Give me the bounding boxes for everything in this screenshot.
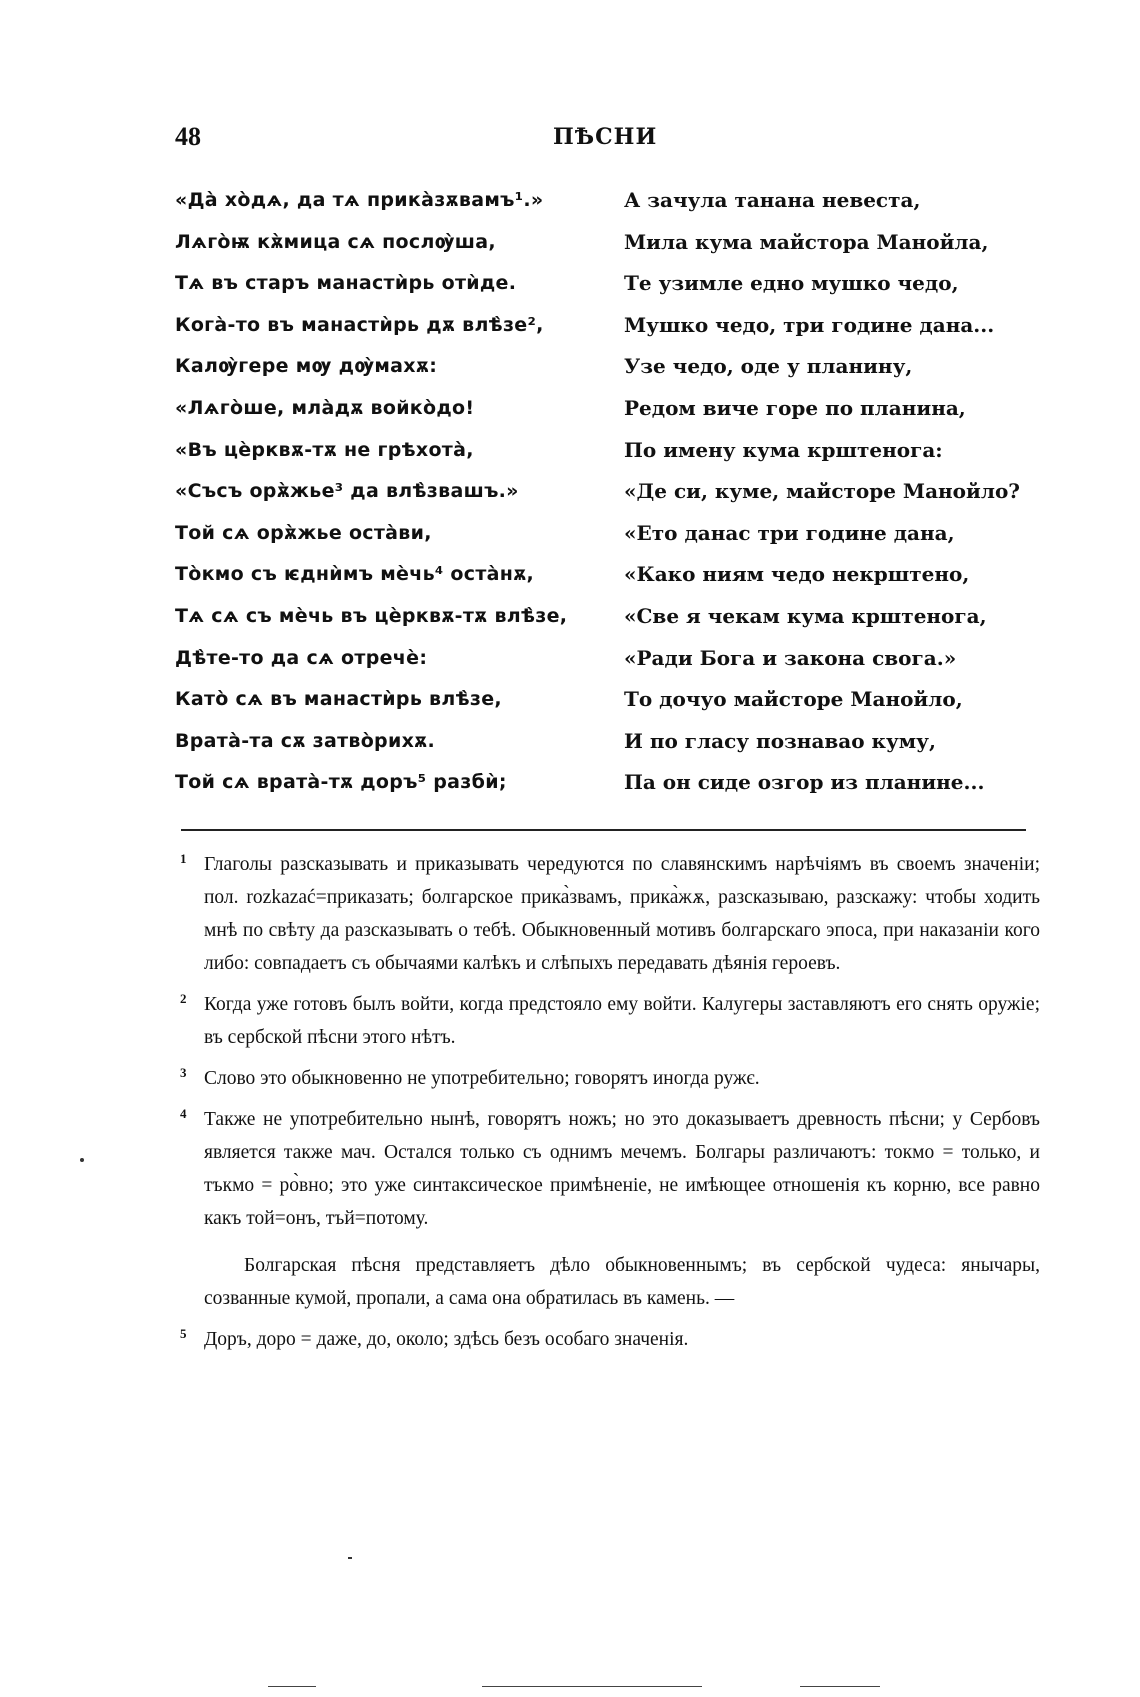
footnote-mark: 2: [180, 991, 187, 1006]
verse-line: Узе чедо, оде у планину,: [624, 354, 913, 379]
verse-line: И по гласу познавао куму,: [624, 728, 936, 753]
scan-speck: [348, 1557, 352, 1559]
verse-line: Мушко чедо, три године дана...: [624, 312, 995, 337]
footnote-text: Когда уже готовъ былъ войти, когда предстояло ему войти. Калугеры заставляютъ его снять оружіе; въ сербской пѣсни этого нѣтъ.: [204, 994, 1040, 1048]
footnote: [180, 1103, 1040, 1315]
verse-line: «Де си, куме, майсторе Манойло?: [624, 479, 1020, 504]
verse-line: А зачула танана невеста,: [624, 188, 921, 212]
verse-line: Тѧ сѧ съ мѐчь въ цѐрквѫ-тѫ влѣ̀зе,: [175, 604, 568, 627]
footnote-mark: 3: [180, 1065, 187, 1080]
verse-line: Лѧго̀ѭ кѫ̀мица сѧ послѹ̀ша,: [175, 230, 496, 253]
verse-line: Кога̀-то въ манастѝрь дѫ влѣ̀зе²,: [175, 313, 544, 336]
footnote-text: Также не употребительно нынѣ, говорятъ ножъ; но это доказываетъ древность пѣсни; у Сербовъ является также мач. Остался только съ однимъ мечемъ. Болгары различаютъ: токмо = только, и тъкмо = ро̀вно; это уже синтаксическое примѣненіе, не имѣющее отношенія къ корню, все равно какъ той=онъ, тъй=потому.: [204, 1109, 1040, 1229]
footnote-text: Глаголы разсказывать и приказывать чередуются по славянскимъ нарѣчіямъ въ своемъ значеніи; пол. rozkazać=приказать; болгарское прика̀звамъ, прика̀жѫ, разсказываю, разскажу: чтобы ходить мнѣ по свѣту да разсказывать о тебѣ. Обыкновенный мотивъ болгарскаго эпоса, при наказаніи кого либо: совпадаетъ съ обычаями калѣкъ и слѣпыхъ передавать дѣянія героевъ.: [204, 854, 1040, 974]
verse-line: Той сѧ орѫ̀жье оста̀ви,: [175, 521, 432, 544]
verse-line: Той сѧ врата̀-тѫ доръ⁵ разбѝ;: [175, 771, 507, 794]
footnote-mark: 1: [180, 851, 187, 866]
verse-line: То̀кмо съ ѥднѝмъ мѐчь⁴ оста̀нѫ,: [175, 563, 535, 586]
poem-column-bulgarian: [175, 180, 595, 804]
verse-line: «Съсъ орѫ̀жье³ да влѣ̀звашъ.»: [175, 480, 519, 503]
footnote: [180, 848, 1040, 980]
footnotes: [180, 848, 1040, 1364]
verse-line: «Како ниям чедо некрштено,: [624, 562, 970, 587]
verse-line: То дочуо майсторе Манойло,: [624, 687, 963, 712]
verse-line: Редом виче горе по планина,: [624, 395, 966, 420]
scan-speck: [80, 1158, 84, 1162]
footnote-text: Доръ, доро = даже, до, около; здѣсь безъ особаго значенія.: [204, 1329, 689, 1350]
verse-line: Калѹ̀гере мѹ дѹ̀махѫ:: [175, 355, 438, 378]
verse-line: Мила кума майстора Манойла,: [624, 229, 989, 254]
bottom-scan-line: [482, 1686, 702, 1687]
verse-line: Тѧ въ старъ манастѝрь отѝде.: [175, 272, 517, 295]
verse-line: «Све я чекам кума крштенога,: [624, 603, 987, 628]
footnote-divider: [181, 829, 1026, 831]
verse-line: Те узимле едно мушко чедо,: [624, 271, 959, 296]
bottom-scan-line: [268, 1686, 316, 1687]
footnote: [180, 1323, 1040, 1356]
verse-line: По имену кума крштенога:: [624, 437, 943, 462]
footnote-paragraph: Болгарская пѣсня представляетъ дѣло обыкновеннымъ; въ сербской чудеса: янычары, созванные кумой, пропали, а сама она обратилась въ камень. —: [204, 1255, 1040, 1309]
poem-column-serbian: [624, 180, 1044, 804]
footnote: [180, 1062, 1040, 1095]
footnote-mark: 5: [180, 1326, 187, 1341]
verse-line: «Ради Бога и закона свога.»: [624, 645, 957, 670]
bottom-scan-line: [800, 1686, 880, 1687]
footnote-text: Слово это обыкновенно не употребительно; говорятъ иногда ружє.: [204, 1068, 760, 1089]
verse-line: Врата̀-та сѫ затво̀рихѫ.: [175, 729, 435, 752]
page-header: [175, 122, 1040, 162]
verse-line: «Ето данас три године дана,: [624, 520, 955, 545]
verse-line: «Дà хо̀дѧ, да тѧ прика̀зѫвамъ¹.»: [175, 189, 544, 211]
footnote-mark: 4: [180, 1106, 187, 1121]
page-number: 48: [175, 122, 201, 151]
footnote: [180, 988, 1040, 1054]
verse-line: Като̀ сѧ въ манастѝрь влѣ̀зе,: [175, 688, 502, 711]
verse-line: «Въ цѐрквѫ-тѫ не грѣхота̀,: [175, 438, 474, 461]
verse-line: Дѣ̀те-то да сѧ отречѐ:: [175, 646, 428, 669]
verse-line: «Лѧго̀ше, мла̀дѫ войко̀до!: [175, 396, 475, 419]
verse-line: Па он сиде озгор из планине...: [624, 770, 985, 795]
running-head: ПѢСНИ: [553, 124, 658, 150]
